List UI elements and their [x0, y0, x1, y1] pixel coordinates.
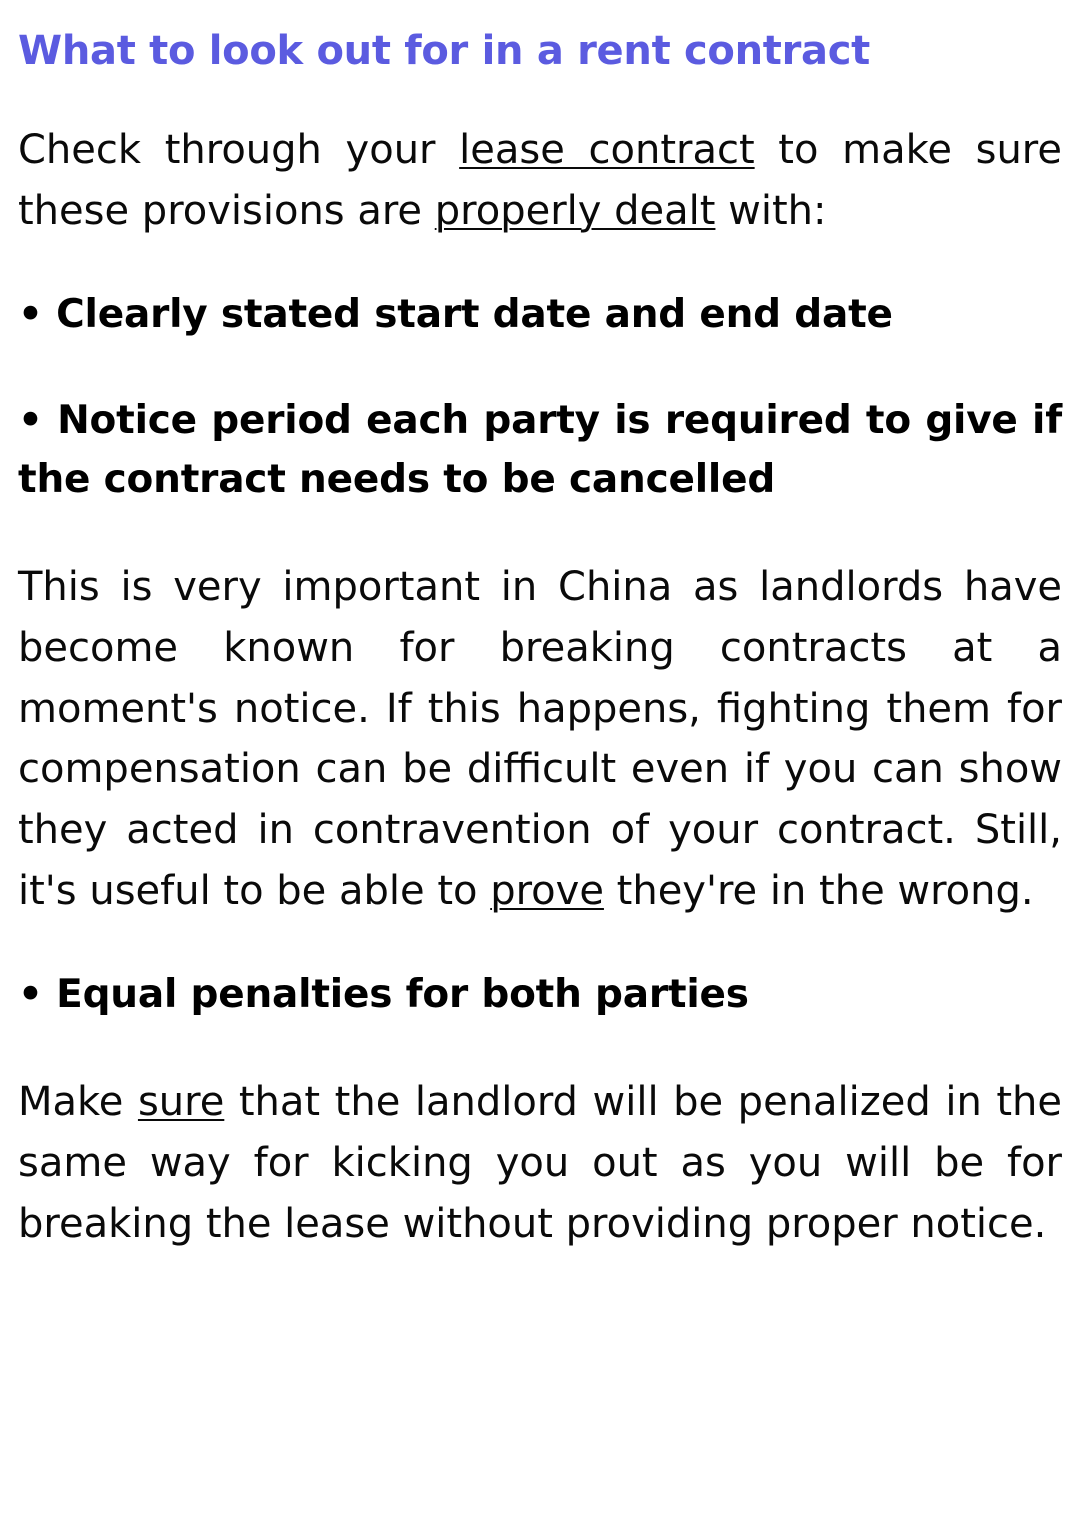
bullet-start-end-date: [18, 286, 1062, 345]
bullet-text: Notice period each party is required to give if the contract needs to be cancelled: [18, 398, 1062, 502]
text-run: Make: [18, 1079, 138, 1126]
bullet-equal-penalties: [18, 966, 1062, 1025]
page-title: What to look out for in a rent contract: [18, 28, 870, 74]
text-run: to make sure these provisions are: [18, 127, 1062, 234]
text-run: Check through your: [18, 127, 460, 173]
paragraph-china-landlords: [18, 557, 1062, 922]
bullet-text: Equal penalties for both parties: [56, 971, 749, 1017]
emphasized-text: lease contract: [459, 127, 755, 173]
text-run: they're in the wrong.: [603, 868, 1034, 915]
emphasized-text: sure: [137, 1079, 225, 1126]
text-run: This is very important in China as landlords have become known for breaking contracts at a moment's notice. If this happens, fighting them for compensation can be difficult even if you can show they acted in contravention of your contract. Still, it's useful to be able to: [18, 564, 1062, 915]
bullet-marker: •: [18, 291, 43, 337]
paragraph-penalties-detail: [18, 1072, 1062, 1254]
emphasized-text: prove: [490, 868, 604, 915]
text-run: that the landlord will be penalized in the same way for kicking you out as you will be for breaking the lease without providing proper notice.: [18, 1079, 1062, 1247]
bullet-notice-period: [18, 392, 1062, 509]
bullet-marker: •: [18, 398, 43, 444]
intro-paragraph: [18, 120, 1062, 242]
text-run: with:: [715, 187, 827, 234]
bullet-text: Clearly stated start date and end date: [56, 291, 893, 337]
emphasized-text: properly dealt: [434, 187, 716, 234]
article-body: [18, 120, 1062, 1255]
bullet-marker: •: [18, 971, 43, 1017]
